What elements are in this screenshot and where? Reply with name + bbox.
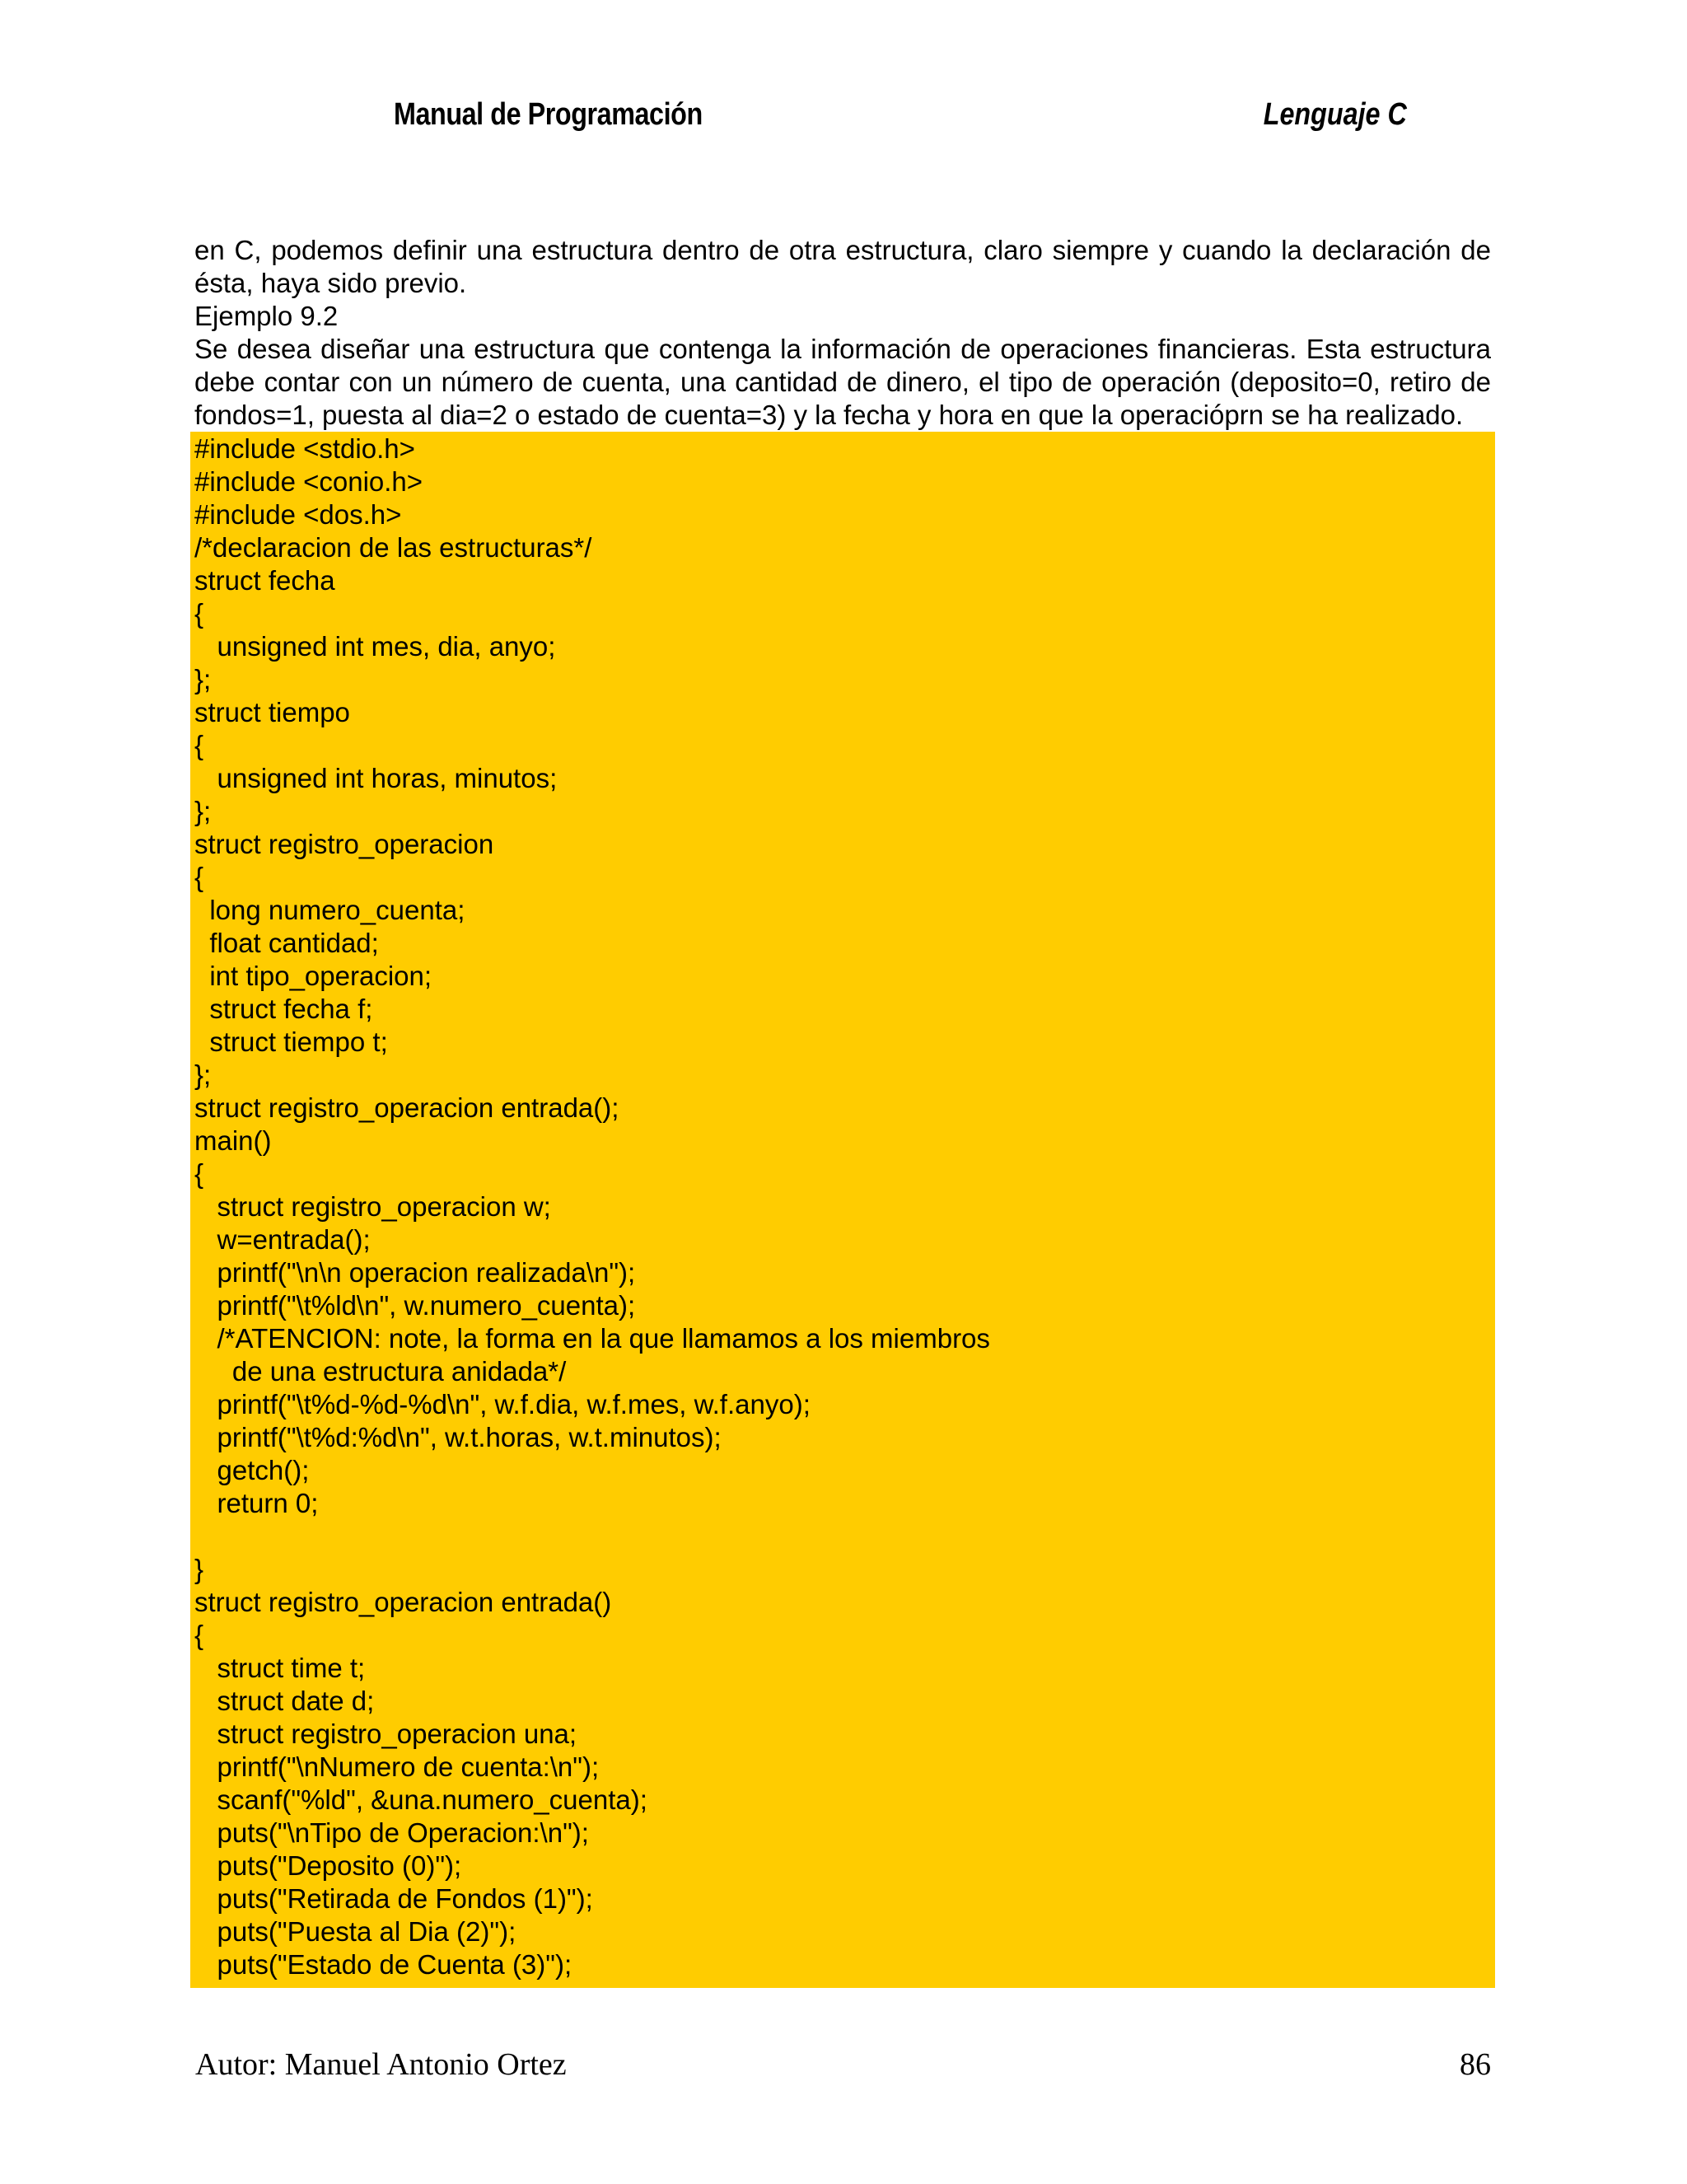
code-line: {	[194, 598, 204, 629]
code-line: struct fecha f;	[194, 994, 373, 1024]
code-line: puts("Estado de Cuenta (3)");	[194, 1949, 572, 1980]
page-number: 86	[1460, 2047, 1491, 2082]
code-line: };	[194, 664, 212, 694]
code-lines	[194, 433, 990, 1981]
code-line: getch();	[194, 1455, 310, 1485]
code-line: puts("Puesta al Dia (2)");	[194, 1916, 516, 1947]
code-line: };	[194, 1059, 212, 1090]
code-line: struct date d;	[194, 1686, 375, 1716]
code-line: int tipo_operacion;	[194, 961, 432, 991]
code-line: scanf("%ld", &una.numero_cuenta);	[194, 1784, 647, 1815]
code-line: de una estructura anidada*/	[194, 1356, 567, 1387]
document-subject: Lenguaje C	[1263, 97, 1407, 132]
code-line: #include <stdio.h>	[194, 433, 415, 464]
code-line: printf("\t%d:%d\n", w.t.horas, w.t.minutos);	[194, 1422, 722, 1452]
code-line: {	[194, 862, 204, 892]
code-line: printf("\nNumero de cuenta:\n");	[194, 1751, 600, 1782]
code-line: /*ATENCION: note, la forma en la que llamamos a los miembros	[194, 1323, 990, 1354]
code-line: long numero_cuenta;	[194, 895, 465, 925]
code-line: printf("\t%d-%d-%d\n", w.f.dia, w.f.mes, w.f.anyo);	[194, 1389, 811, 1419]
code-line	[194, 1520, 990, 1553]
example-description: Se desea diseñar una estructura que contenga la información de operaciones financieras. Esta estructura debe contar con un número de cuenta, una cantidad de dinero, el tipo de operación (deposito=0, retiro de fondos=1, puesta al dia=2 o estado de cuenta=3) y la fecha y hora en que la operacióprn se ha realizado.	[194, 334, 1491, 430]
code-line: /*declaracion de las estructuras*/	[194, 532, 592, 563]
code-line: printf("\t%ld\n", w.numero_cuenta);	[194, 1290, 636, 1321]
code-line: };	[194, 796, 212, 826]
intro-paragraph: en C, podemos definir una estructura dentro de otra estructura, claro siempre y cuando la declaración de ésta, haya sido previo.	[194, 235, 1491, 298]
code-line: {	[194, 1158, 204, 1189]
code-line: }	[194, 1554, 204, 1584]
code-line: w=entrada();	[194, 1224, 371, 1255]
document-title: Manual de Programación	[394, 97, 703, 132]
code-line: return 0;	[194, 1488, 319, 1518]
example-label: Ejemplo 9.2	[194, 301, 339, 331]
code-line: struct fecha	[194, 565, 335, 596]
code-line: struct time t;	[194, 1653, 366, 1683]
footer-author: Autor: Manuel Antonio Ortez	[195, 2047, 567, 2082]
code-line: struct tiempo t;	[194, 1027, 388, 1057]
code-line: struct tiempo	[194, 697, 350, 727]
intro-text	[194, 234, 1491, 432]
code-line: float cantidad;	[194, 928, 379, 958]
code-line: unsigned int horas, minutos;	[194, 763, 558, 793]
code-line: {	[194, 730, 204, 760]
code-line: struct registro_operacion	[194, 829, 494, 859]
code-line: #include <conio.h>	[194, 466, 423, 497]
code-line: struct registro_operacion entrada();	[194, 1092, 619, 1123]
code-line: struct registro_operacion una;	[194, 1719, 577, 1749]
page-content	[194, 234, 1491, 432]
code-line: puts("Retirada de Fondos (1)");	[194, 1883, 593, 1914]
code-listing	[190, 432, 1495, 1988]
code-line: unsigned int mes, dia, anyo;	[194, 631, 556, 662]
code-line: struct registro_operacion w;	[194, 1191, 551, 1222]
code-line: puts("\nTipo de Operacion:\n");	[194, 1817, 589, 1848]
code-line: printf("\n\n operacion realizada\n");	[194, 1257, 636, 1288]
code-line: main()	[194, 1125, 272, 1156]
code-line: puts("Deposito (0)");	[194, 1850, 462, 1881]
code-line: struct registro_operacion entrada()	[194, 1587, 612, 1617]
code-line: {	[194, 1620, 204, 1650]
code-line: #include <dos.h>	[194, 499, 402, 530]
